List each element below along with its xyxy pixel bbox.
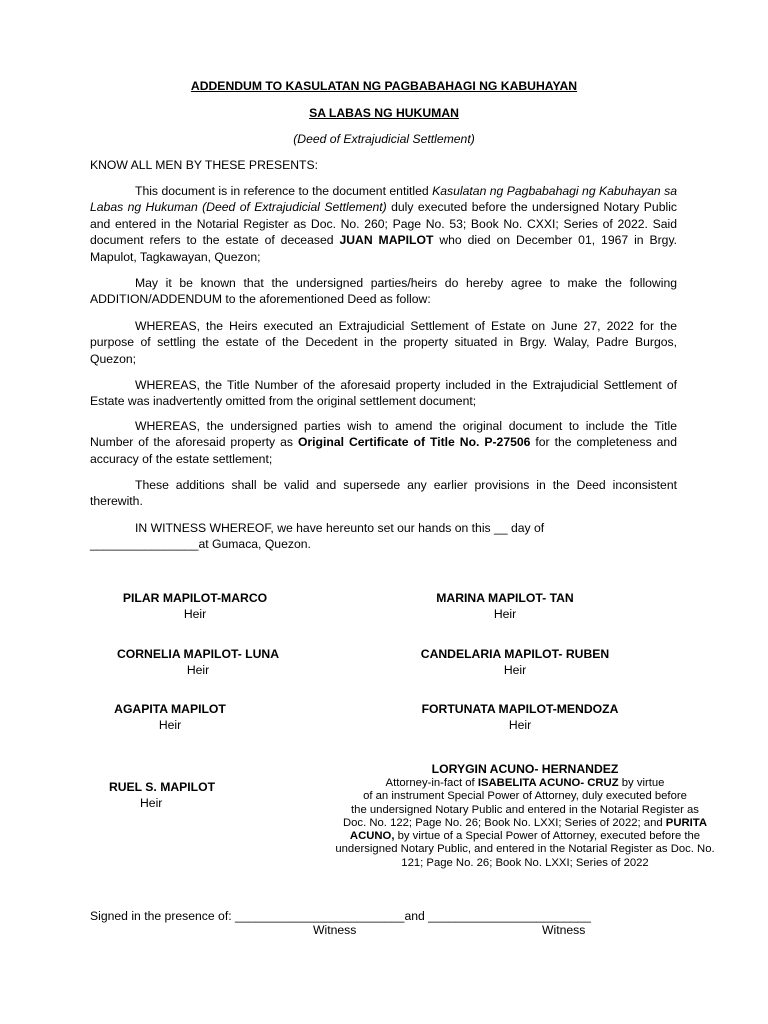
p5-title-number: Original Certificate of Title No. P-27506 <box>297 435 531 450</box>
signatory-name: PILAR MAPILOT-MARCO <box>122 591 268 605</box>
document-title-line2: SA LABAS NG HUKUMAN <box>309 106 459 120</box>
attorney-line-3: the undersigned Notary Public and entered in the Notarial Register as <box>351 803 699 816</box>
attorney-line-1c: by virtue <box>618 777 665 789</box>
signatory-pilar <box>90 590 300 623</box>
principal-name-acuno: ACUNO, <box>349 830 395 843</box>
paragraph-validity: These additions shall be valid and supersede any earlier provisions in the Deed inconsistent therewith. <box>90 478 677 509</box>
document-subtitle: (Deed of Extrajudicial Settlement) <box>293 132 475 146</box>
p1-decedent-name: JUAN MAPILOT <box>339 233 434 248</box>
signatory-role: Heir <box>158 718 182 733</box>
witness-label-2: Witness <box>542 923 586 937</box>
paragraph-whereas-2: WHEREAS, the Title Number of the aforesaid property included in the Extrajudicial Settlement of Estate was inadvertently omitted from the original settlement document; <box>90 378 677 409</box>
signatory-name: FORTUNATA MAPILOT-MENDOZA <box>421 702 619 716</box>
signatory-role: Heir <box>140 796 163 811</box>
signatory-name: CANDELARIA MAPILOT- RUBEN <box>420 647 610 661</box>
principal-name-isabelita: ISABELITA ACUNO- CRUZ <box>477 777 619 789</box>
signatory-role: Heir <box>183 607 207 622</box>
p5-text-a: WHEREAS, the undersigned parties wish to amend the original document to include the Title Number of the aforesaid property as <box>90 419 677 450</box>
attorney-line-4 <box>310 817 740 830</box>
signatory-fortunata <box>395 701 645 734</box>
paragraph-whereas-1: WHEREAS, the Heirs executed an Extrajudicial Settlement of Estate on June 27, 2022 for the purpose of settling the estate of the Decedent in the property situated in Brgy. Walay, Padre Burgos, Quezon; <box>90 319 677 366</box>
opening-line: KNOW ALL MEN BY THESE PRESENTS: <box>90 158 319 172</box>
p1-deed-title: Kasulatan ng Pagbabahagi ng Kabuhayan sa Labas ng Hukuman (Deed of Extrajudicial Settlement) <box>90 184 677 215</box>
signatory-role: Heir <box>503 663 527 678</box>
signatory-candelaria <box>395 646 635 679</box>
signatory-name: AGAPITA MAPILOT <box>114 702 226 716</box>
attorney-line-1 <box>310 777 740 790</box>
attorney-line-7: 121; Page No. 26; Book No. LXXI; Series of 2022 <box>401 856 649 869</box>
signatory-marina <box>395 590 615 623</box>
signatory-ruel <box>90 779 234 812</box>
witness-whereof-line1: IN WITNESS WHEREOF, we have hereunto set our hands on this __ day of <box>135 521 545 535</box>
signatory-agapita <box>80 701 260 734</box>
attorney-line-5b: by virtue of a Special Power of Attorney, executed before the <box>394 830 701 843</box>
attorney-line-5 <box>310 830 740 843</box>
attorney-line-2: of an instrument Special Power of Attorney, duly executed before <box>363 790 687 803</box>
p1-text-b: duly executed before the undersigned Notary Public and entered in the Notarial Register as Doc. No. 260; Page No. 53; Book No. CXXI; Series of 2022. Said document refers to the estate of deceased <box>90 200 677 248</box>
signatory-name: MARINA MAPILOT- TAN <box>436 591 574 605</box>
signatory-name: RUEL S. MAPILOT <box>108 780 216 794</box>
document-title: ADDENDUM TO KASULATAN NG PAGBABAHAGI NG KABUHAYAN <box>190 79 578 93</box>
paragraph-whereas-3 <box>90 418 677 467</box>
paragraph-agreement: May it be known that the undersigned parties/heirs do hereby agree to make the following ADDITION/ADDENDUM to the aforementioned Deed as follow: <box>90 276 677 307</box>
attorney-in-fact-block <box>310 762 740 870</box>
attorney-line-4a: Doc. No. 122; Page No. 26; Book No. LXXI; Series of 2022; and <box>342 816 666 829</box>
attorney-line-1a: Attorney-in-fact of <box>385 777 478 789</box>
witness-label-1: Witness <box>313 923 357 937</box>
signatory-role: Heir <box>186 663 210 678</box>
witness-signature-line: Signed in the presence of: _________________________and ________________________ <box>90 909 591 923</box>
p5-text-b: for the completeness and accuracy of the estate settlement; <box>90 435 677 466</box>
paragraph-witness-whereof <box>90 520 677 536</box>
paragraph-reference <box>90 183 677 265</box>
principal-name-purita: PURITA <box>665 816 707 829</box>
p1-text-c: who died on December 01, 1967 in Brgy. Mapulot, Tagkawayan, Quezon; <box>90 233 678 264</box>
attorney-name: LORYGIN ACUNO- HERNANDEZ <box>431 762 619 776</box>
signatory-name: CORNELIA MAPILOT- LUNA <box>116 647 280 661</box>
p1-text-a: This document is in reference to the document entitled <box>135 184 433 198</box>
signatory-cornelia <box>88 646 308 679</box>
signatory-role: Heir <box>493 607 517 622</box>
attorney-line-6: undersigned Notary Public, and entered in the Notarial Register as Doc. No. <box>335 843 715 856</box>
witness-whereof-line2: ________________at Gumaca, Quezon. <box>90 537 311 551</box>
signatory-role: Heir <box>508 718 532 733</box>
